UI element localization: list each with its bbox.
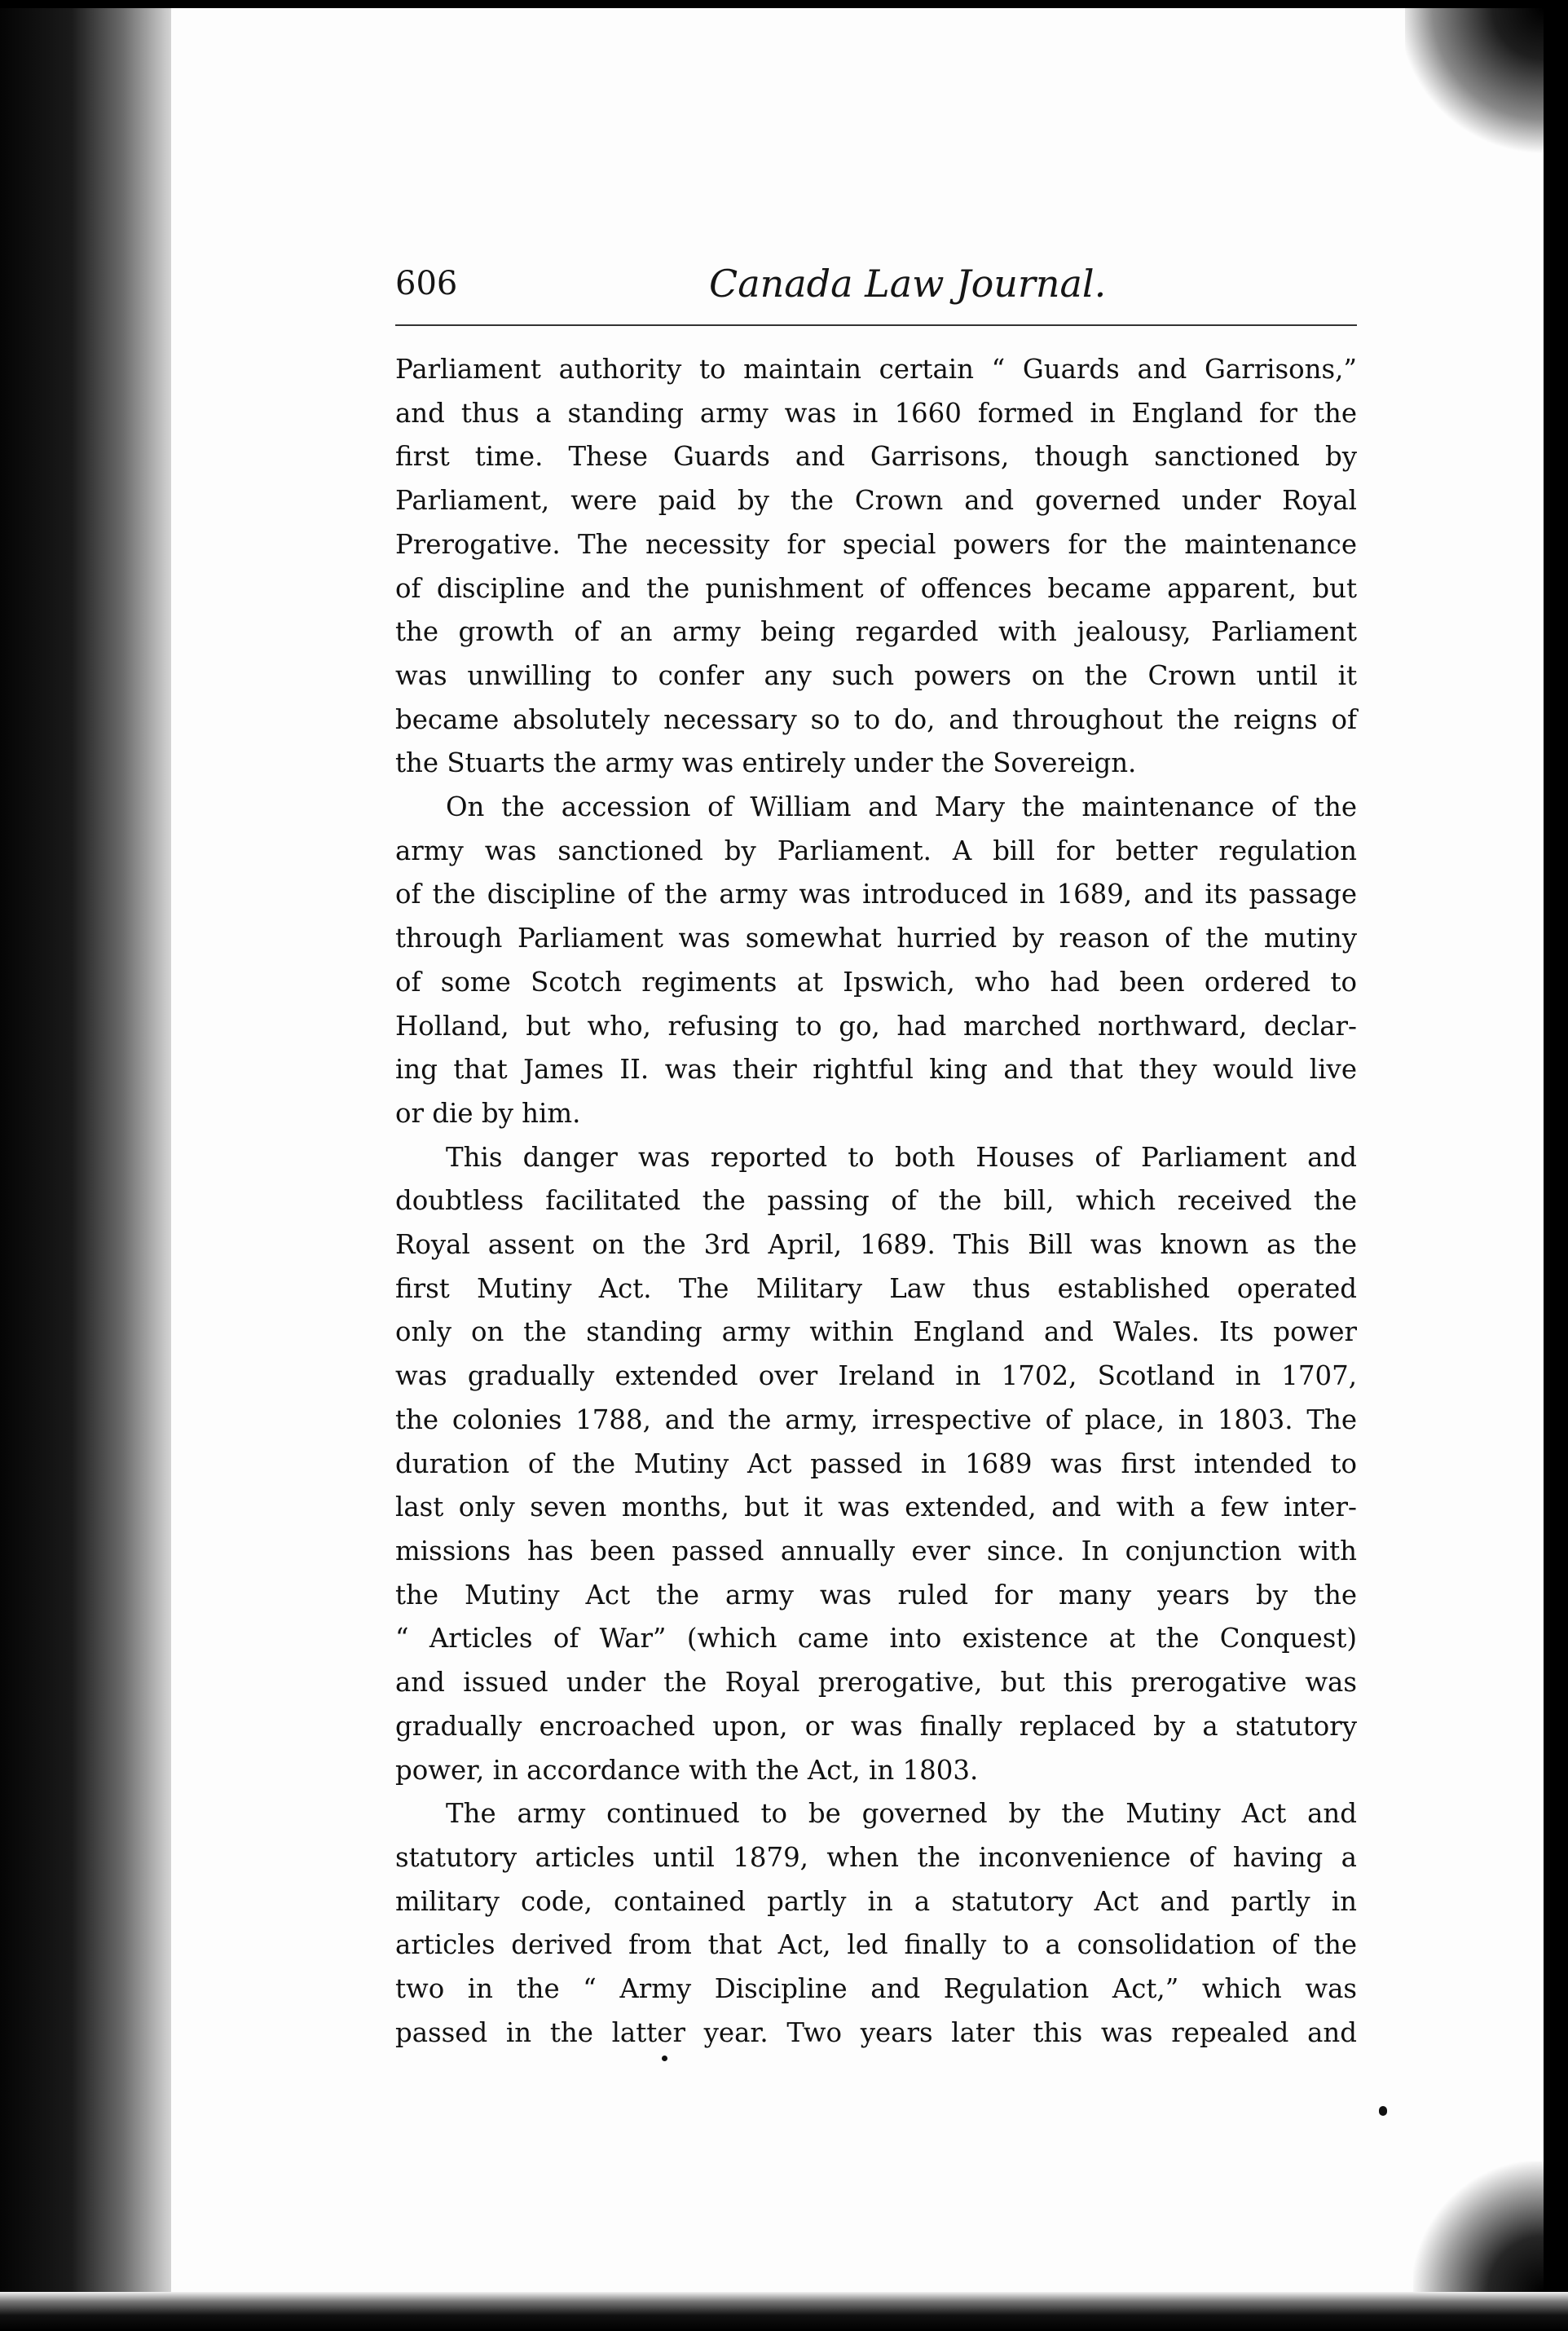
journal-title: Canada Law Journal. <box>709 262 1107 306</box>
text-line: only on the standing army within England and Wales. Its power <box>395 1316 1357 1348</box>
text-line: missions has been passed annually ever since. In conjunction with <box>395 1535 1357 1566</box>
text-line: duration of the Mutiny Act passed in 1689 was first intended to <box>395 1448 1357 1479</box>
paragraph <box>395 348 1357 786</box>
text-line: On the accession of William and Mary the maintenance of the <box>446 791 1357 823</box>
text-line: Parliament, were paid by the Crown and governed under Royal <box>395 485 1357 517</box>
text-line: power, in accordance with the Act, in 1803. <box>395 1754 979 1786</box>
paragraph <box>395 786 1357 1136</box>
text-line: statutory articles until 1879, when the inconvenience of having a <box>395 1841 1357 1873</box>
text-line: Prerogative. The necessity for special powers for the maintenance <box>395 528 1357 560</box>
text-line: was unwilling to confer any such powers on the Crown until it <box>395 659 1357 691</box>
text-line: the Stuarts the army was entirely under the Sovereign. <box>395 747 1137 779</box>
ink-speck <box>662 2056 667 2061</box>
text-line: “ Articles of War” (which came into existence at the Conquest) <box>395 1623 1357 1655</box>
text-line: first Mutiny Act. The Military Law thus established operated <box>395 1272 1357 1304</box>
text-line: Royal assent on the 3rd April, 1689. This Bill was known as the <box>395 1229 1357 1261</box>
scan-border-right <box>1544 0 1568 2331</box>
header-rule <box>395 324 1357 326</box>
text-line: first time. These Guards and Garrisons, though sanctioned by <box>395 441 1357 473</box>
text-line: and issued under the Royal prerogative, but this prerogative was <box>395 1667 1357 1699</box>
page-corner-shadow-bottom <box>1413 2161 1544 2292</box>
text-line: Holland, but who, refusing to go, had marched northward, declar- <box>395 1010 1357 1042</box>
text-line: gradually encroached upon, or was finally replaced by a statutory <box>395 1710 1357 1742</box>
text-line: last only seven months, but it was extended, and with a few inter- <box>395 1492 1357 1523</box>
text-line: of some Scotch regiments at Ipswich, who had been ordered to <box>395 966 1357 998</box>
text-line: and thus a standing army was in 1660 formed in England for the <box>395 397 1357 429</box>
running-head <box>395 254 1357 313</box>
paragraph <box>395 1792 1357 2055</box>
page-number: 606 <box>395 265 458 302</box>
text-line: the colonies 1788, and the army, irrespective of place, in 1803. The <box>395 1403 1357 1435</box>
text-line: of the discipline of the army was introduced in 1689, and its passage <box>395 879 1357 910</box>
article-body <box>395 348 1357 2055</box>
text-line: The army continued to be governed by the Mutiny Act and <box>446 1798 1357 1830</box>
text-line: was gradually extended over Ireland in 1702, Scotland in 1707, <box>395 1360 1357 1392</box>
scan-border-bottom <box>0 2292 1568 2331</box>
text-line: doubtless facilitated the passing of the bill, which received the <box>395 1185 1357 1217</box>
text-line: Parliament authority to maintain certain “ Guards and Garrisons,” <box>395 354 1357 385</box>
text-line: articles derived from that Act, led finally to a consolidation of the <box>395 1929 1357 1961</box>
text-line: became absolutely necessary so to do, and throughout the reigns of <box>395 703 1357 735</box>
text-line: of discipline and the punishment of offences became apparent, but <box>395 572 1357 604</box>
scan-border-top <box>0 0 1568 8</box>
text-line: This danger was reported to both Houses of Parliament and <box>446 1141 1357 1173</box>
text-line: passed in the latter year. Two years later this was repealed and <box>395 2016 1357 2048</box>
text-line: ing that James II. was their rightful king and that they would live <box>395 1054 1357 1086</box>
text-line: army was sanctioned by Parliament. A bill for better regulation <box>395 835 1357 866</box>
text-line: or die by him. <box>395 1097 581 1129</box>
page-corner-shadow <box>1405 8 1544 155</box>
text-line: military code, contained partly in a statutory Act and partly in <box>395 1885 1357 1917</box>
paragraph <box>395 1136 1357 1793</box>
text-line: through Parliament was somewhat hurried by reason of the mutiny <box>395 923 1357 954</box>
text-line: two in the “ Army Discipline and Regulation Act,” which was <box>395 1973 1357 2005</box>
text-line: the Mutiny Act the army was ruled for many years by the <box>395 1579 1357 1611</box>
ink-speck <box>1379 2106 1387 2116</box>
text-line: the growth of an army being regarded with jealousy, Parliament <box>395 616 1357 648</box>
